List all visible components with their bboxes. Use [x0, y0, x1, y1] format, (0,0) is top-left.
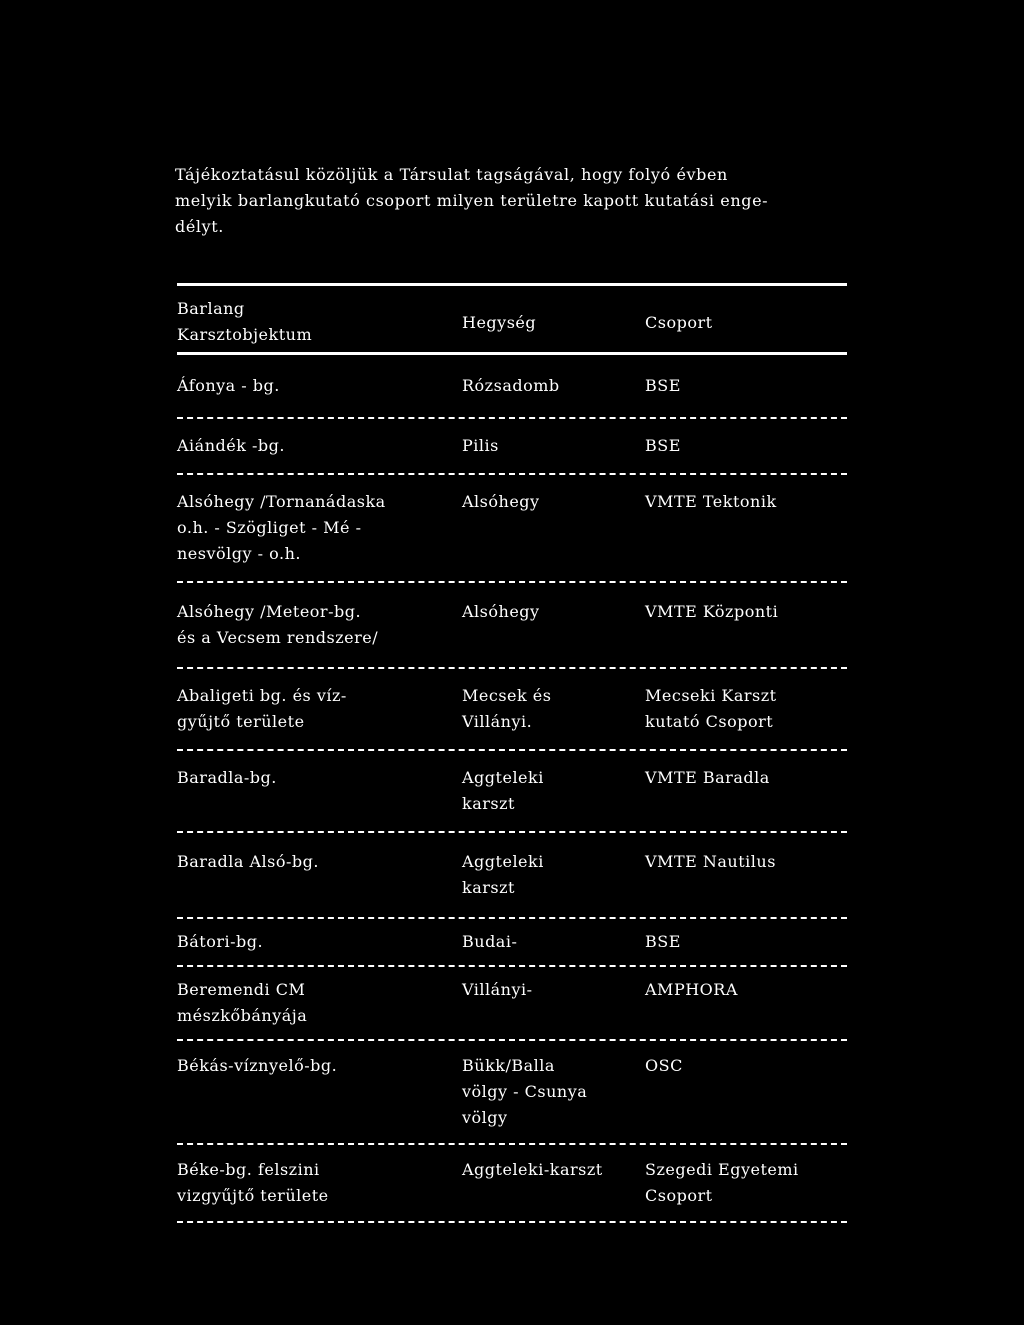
table-cell-c1	[177, 433, 437, 459]
cell-line: völgy - Csunya	[462, 1082, 588, 1101]
table-cell-c3	[645, 765, 845, 791]
cell-line: Abaligeti bg. és víz-	[177, 686, 347, 705]
cell-line: Mecseki Karszt	[645, 686, 777, 705]
table-cell-c2	[462, 1157, 642, 1183]
table-row	[177, 1145, 847, 1221]
cell-line: Bükk/Balla	[462, 1056, 555, 1075]
table-cell-c2	[462, 373, 642, 399]
cell-line: OSC	[645, 1056, 683, 1075]
table-cell-c3	[645, 683, 845, 735]
table-cell-c2	[462, 1053, 642, 1131]
cell-line: kutató Csoport	[645, 712, 774, 731]
row-divider	[177, 1221, 847, 1223]
cell-line: Baradla Alsó-bg.	[177, 852, 319, 871]
table-row	[177, 475, 847, 581]
cell-line: Alsóhegy /Meteor-bg.	[177, 602, 362, 621]
cell-line: mészkőbányája	[177, 1006, 308, 1025]
cell-line: VMTE Nautilus	[645, 852, 776, 871]
cell-line: karszt	[462, 794, 515, 813]
table-body	[177, 355, 847, 1223]
cell-line: karszt	[462, 878, 515, 897]
table-cell-c3	[645, 489, 845, 515]
table-cell-c2	[462, 929, 642, 955]
table-cell-c3	[645, 977, 845, 1003]
table-cell-c3	[645, 929, 845, 955]
table-cell-c3	[645, 433, 845, 459]
cell-line: Szegedi Egyetemi	[645, 1160, 799, 1179]
cave-permit-table	[177, 283, 847, 1223]
table-cell-c1	[177, 765, 437, 791]
cell-line: Aggteleki	[462, 852, 544, 871]
table-cell-c3	[645, 1157, 845, 1209]
table-cell-c1	[177, 929, 437, 955]
table-cell-c2	[462, 489, 642, 515]
cell-line: és a Vecsem rendszere/	[177, 628, 379, 647]
table-cell-c2	[462, 849, 642, 901]
header-karst-line: Karsztobjektum	[177, 325, 313, 344]
table-cell-c1	[177, 373, 437, 399]
cell-line: Baradla-bg.	[177, 768, 277, 787]
header-mountain: Hegység	[462, 313, 537, 332]
cell-line: Budai-	[462, 932, 518, 951]
cell-line: o.h. - Szögliget - Mé -	[177, 518, 362, 537]
table-cell-c3	[645, 1053, 845, 1079]
table-cell-c2	[462, 765, 642, 817]
table-cell-c1	[177, 599, 437, 651]
cell-line: Alsóhegy	[462, 492, 540, 511]
cell-line: VMTE Központi	[645, 602, 779, 621]
cell-line: Aggteleki	[462, 768, 544, 787]
cell-line: nesvölgy - o.h.	[177, 544, 301, 563]
header-group: Csoport	[645, 313, 713, 332]
table-cell-c2	[462, 599, 642, 625]
cell-line: Villányi.	[462, 712, 533, 731]
table-cell-c1	[177, 1053, 437, 1079]
cell-line: AMPHORA	[645, 980, 738, 999]
table-row	[177, 967, 847, 1039]
table-row	[177, 583, 847, 667]
table-cell-c2	[462, 977, 642, 1003]
intro-line: melyik barlangkutató csoport milyen területre kapott kutatási enge-	[175, 191, 769, 210]
table-header-row	[177, 286, 847, 352]
table-cell-c2	[462, 433, 642, 459]
cell-line: BSE	[645, 376, 681, 395]
table-row	[177, 751, 847, 831]
cell-line: Bátori-bg.	[177, 932, 264, 951]
table-cell-c1	[177, 489, 437, 567]
cell-line: Villányi-	[462, 980, 533, 999]
cell-line: völgy	[462, 1108, 508, 1127]
table-cell-c3	[645, 373, 845, 399]
cell-line: Csoport	[645, 1186, 713, 1205]
cell-line: Pilis	[462, 436, 499, 455]
cell-line: Alsóhegy	[462, 602, 540, 621]
cell-line: VMTE Baradla	[645, 768, 770, 787]
table-cell-c1	[177, 849, 437, 875]
header-cave-line: Barlang	[177, 299, 245, 318]
cell-line: Mecsek és	[462, 686, 552, 705]
cell-line: Áfonya - bg.	[177, 376, 280, 395]
table-row	[177, 919, 847, 965]
cell-line: VMTE Tektonik	[645, 492, 777, 511]
table-cell-c1	[177, 683, 437, 735]
table-cell-c3	[645, 849, 845, 875]
table-row	[177, 669, 847, 749]
cell-line: Beremendi CM	[177, 980, 306, 999]
cell-line: Békás-víznyelő-bg.	[177, 1056, 338, 1075]
table-row	[177, 355, 847, 417]
intro-line: délyt.	[175, 217, 224, 236]
cell-line: BSE	[645, 436, 681, 455]
cell-line: Aggteleki-karszt	[462, 1160, 603, 1179]
table-cell-c3	[645, 599, 845, 625]
intro-line: Tájékoztatásul közöljük a Társulat tagságával, hogy folyó évben	[175, 165, 728, 184]
cell-line: Alsóhegy /Tornanádaska	[177, 492, 386, 511]
cell-line: Rózsadomb	[462, 376, 560, 395]
table-row	[177, 419, 847, 473]
cell-line: vizgyűjtő területe	[177, 1186, 329, 1205]
table-cell-c1	[177, 977, 437, 1029]
table-row	[177, 833, 847, 917]
intro-paragraph	[175, 162, 840, 240]
table-cell-c1	[177, 1157, 437, 1209]
table-cell-c2	[462, 683, 642, 735]
cell-line: BSE	[645, 932, 681, 951]
cell-line: Béke-bg. felszini	[177, 1160, 320, 1179]
header-cave	[177, 296, 437, 348]
cell-line: Aiándék -bg.	[177, 436, 285, 455]
cell-line: gyűjtő területe	[177, 712, 305, 731]
table-row	[177, 1041, 847, 1143]
